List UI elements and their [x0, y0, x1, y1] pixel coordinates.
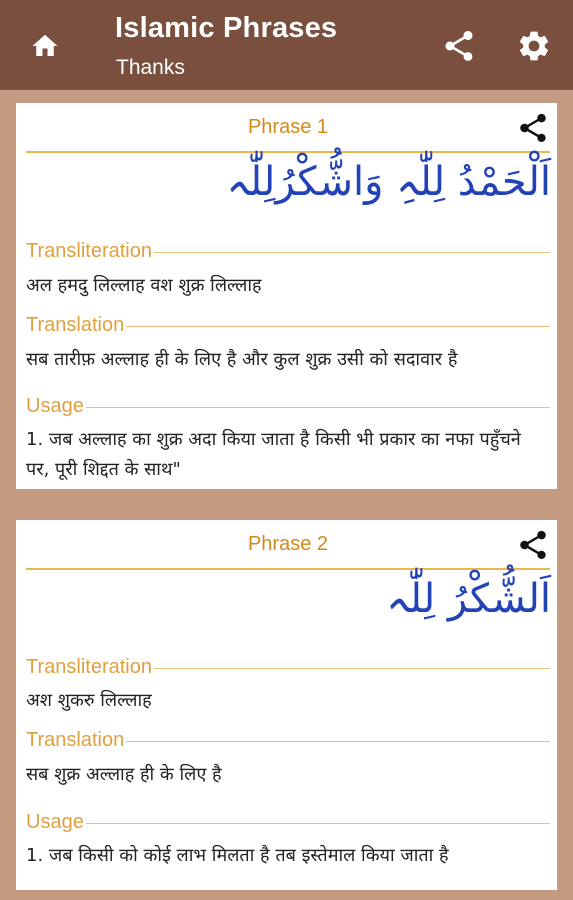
usage-text: 1. जब अल्लाह का शुक्र अदा किया जाता है किसी भी प्रकार का नफा पहुँचने पर, पूरी शिद्दत के साथ" — [26, 429, 521, 480]
phrase-card — [16, 520, 557, 890]
section-label: Transliteration — [26, 240, 152, 262]
home-icon[interactable] — [26, 28, 64, 64]
gear-icon[interactable] — [516, 28, 554, 64]
share-icon[interactable] — [516, 528, 550, 562]
section-label: Usage — [26, 395, 84, 417]
translation-heading — [26, 729, 550, 751]
app-title: Islamic Phrases — [115, 12, 338, 44]
translation-text: सब तारीफ़ अल्लाह ही के लिए है और कुल शुक्र उसी को सदावार है — [26, 349, 458, 370]
usage-heading — [26, 395, 550, 417]
usage-text: 1. जब किसी को कोई लाभ मिलता है तब इस्तेमाल किया जाता है — [26, 845, 449, 866]
phrase-header — [26, 520, 550, 570]
app-bar — [0, 0, 573, 90]
section-label: Transliteration — [26, 656, 152, 678]
section-label: Translation — [26, 729, 125, 751]
translation-heading — [26, 314, 550, 336]
phrase-header — [26, 103, 550, 153]
share-icon[interactable] — [441, 28, 477, 64]
arabic-text: اَلشُّکْرُ لِلّٰہ — [386, 576, 551, 622]
share-icon[interactable] — [516, 111, 550, 145]
transliteration-heading — [26, 656, 550, 678]
arabic-text: اَلْحَمْدُ لِلّٰہِ وَاشُّکْرُلِلّٰہ — [226, 159, 551, 205]
translation-text: सब शुक्र अल्लाह ही के लिए है — [26, 764, 222, 785]
usage-heading — [26, 811, 550, 833]
divider — [26, 407, 550, 408]
section-label: Usage — [26, 811, 84, 833]
transliteration-text: अश शुकरु लिल्लाह — [26, 690, 152, 711]
phrase-label: Phrase 2 — [247, 533, 329, 555]
divider — [26, 823, 550, 824]
transliteration-text: अल हमदु लिल्लाह वश शुक्र लिल्लाह — [26, 275, 262, 296]
phrase-card — [16, 103, 557, 489]
transliteration-heading — [26, 240, 550, 262]
app-subtitle: Thanks — [116, 56, 185, 79]
section-label: Translation — [26, 314, 125, 336]
phrase-label: Phrase 1 — [247, 116, 329, 138]
